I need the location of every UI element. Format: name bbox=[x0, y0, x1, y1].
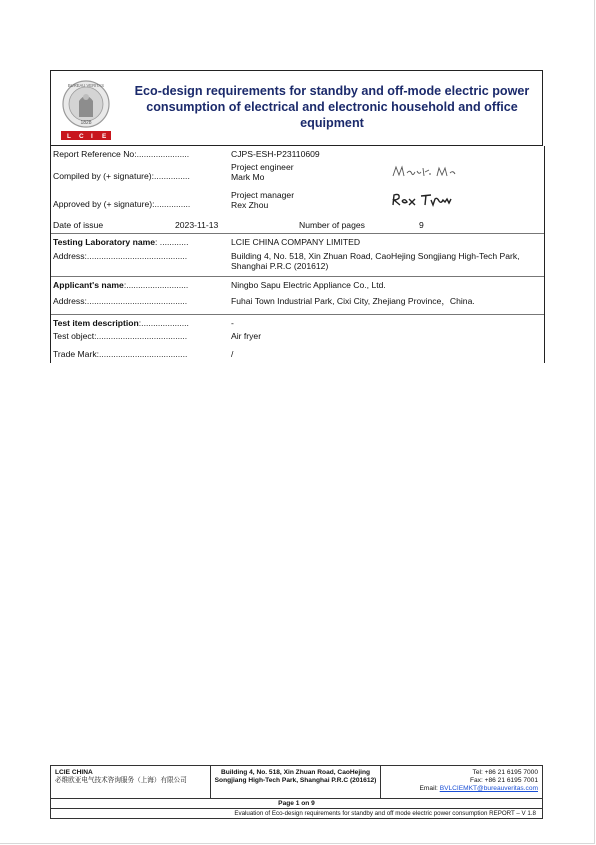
test-item-label: Test item description bbox=[53, 318, 139, 328]
compiled-signature bbox=[391, 164, 461, 180]
applicant-name-row: Applicant's name:.......................... Ningbo Sapu Electric Appliance Co., Ltd. bbox=[51, 276, 544, 292]
issue-date-row bbox=[51, 218, 544, 233]
applicant-name-label: Applicant's name bbox=[53, 280, 124, 290]
report-reference-label: Report Reference No:...................... bbox=[53, 149, 190, 159]
approved-by-row bbox=[51, 190, 544, 218]
approved-by-label: Approved by (+ signature):............... bbox=[53, 199, 191, 209]
test-object-row bbox=[51, 331, 544, 349]
footer-company-cn: 必维欧亚电气技术咨询服务（上海）有限公司 bbox=[55, 777, 187, 784]
compiled-by-row bbox=[51, 162, 544, 190]
report-version: Evaluation of Eco-design requirements for standby and off mode electric power consumption REPORT – V 1.8 bbox=[234, 810, 536, 817]
lab-address-value: Building 4, No. 518, Xin Zhuan Road, CaoHejing Songjiang High-Tech Park, Shanghai P.R.C (201612) bbox=[231, 251, 520, 271]
test-item-row: Test item description:.................... - bbox=[51, 314, 544, 331]
lab-name-value: LCIE CHINA COMPANY LIMITED bbox=[231, 237, 361, 247]
page-number: Page 1 on 9 bbox=[51, 799, 542, 809]
report-header bbox=[50, 70, 543, 146]
approved-role: Project manager bbox=[231, 190, 295, 200]
trade-mark-value: / bbox=[231, 349, 234, 359]
bureau-veritas-logo bbox=[57, 79, 115, 145]
approved-name: Rex Zhou bbox=[231, 200, 269, 210]
compiled-name: Mark Mo bbox=[231, 172, 265, 182]
approved-signature bbox=[391, 191, 463, 209]
logo-letter-e: E bbox=[102, 133, 107, 140]
test-object-label: Test object:...................................... bbox=[53, 331, 188, 341]
logo-letter-l: L bbox=[67, 133, 71, 140]
lab-address-row bbox=[51, 249, 544, 276]
report-title: Eco-design requirements for standby and off-mode electric power consumption of electrical and electronic household and office equipment bbox=[134, 84, 530, 130]
logo-brand-text: BUREAU VERITAS bbox=[67, 83, 105, 88]
compiled-by-label: Compiled by (+ signature):............... bbox=[53, 171, 190, 181]
lab-name-row: Testing Laboratory name: ............ LCIE CHINA COMPANY LIMITED bbox=[51, 233, 544, 249]
footer-tel: Tel: +86 21 6195 7000 bbox=[472, 769, 538, 776]
lab-name-label: Testing Laboratory name bbox=[53, 237, 156, 247]
applicant-address-value: Fuhai Town Industrial Park, Cixi City, Zhejiang Province，China. bbox=[231, 296, 475, 306]
compiled-role: Project engineer bbox=[231, 162, 294, 172]
report-reference-row bbox=[51, 146, 544, 162]
issue-date-label: Date of issue bbox=[53, 220, 104, 230]
trade-mark-label: Trade Mark:..................................... bbox=[53, 349, 188, 359]
applicant-address-label: Address:.......................................... bbox=[53, 296, 188, 306]
applicant-name-value: Ningbo Sapu Electric Appliance Co., Ltd. bbox=[231, 280, 386, 290]
report-info-table bbox=[50, 146, 545, 363]
applicant-address-row bbox=[51, 292, 544, 314]
footer-email-link[interactable]: BVLCIEMKT@bureauveritas.com bbox=[439, 785, 538, 792]
logo-letter-c: C bbox=[79, 133, 84, 140]
lab-address-label: Address:.......................................... bbox=[53, 251, 188, 261]
page-footer: LCIE CHINA 必维欧亚电气技术咨询服务（上海）有限公司 Building 4, No. 518, Xin Zhuan Road, CaoHejing Songjiang High-Tech Park, Shanghai P.R.C (201612) Tel: +86 21 6195 7000 Fax: +86 21 6195 7001 Email: BVLCIEMKT@bureauveritas.com Page 1 on 9 Evaluation of Eco-design requirements for standby and off mode electric power consumption REPORT – V 1.8 bbox=[50, 765, 543, 819]
report-reference-value: CJPS-ESH-P23110609 bbox=[231, 149, 320, 159]
pages-value: 9 bbox=[419, 220, 424, 230]
logo-year-text: 1828 bbox=[80, 120, 92, 126]
logo-letter-i: I bbox=[91, 133, 93, 140]
footer-fax: Fax: +86 21 6195 7001 bbox=[469, 777, 538, 784]
pages-label: Number of pages bbox=[299, 220, 365, 230]
trade-mark-row bbox=[51, 349, 544, 363]
footer-address: Building 4, No. 518, Xin Zhuan Road, CaoHejing Songjiang High-Tech Park, Shanghai P.R.C (201612) bbox=[211, 766, 381, 798]
test-item-value: - bbox=[231, 318, 234, 328]
footer-company: LCIE CHINA bbox=[55, 769, 93, 776]
test-object-value: Air fryer bbox=[231, 331, 262, 341]
issue-date-value: 2023-11-13 bbox=[175, 220, 219, 230]
